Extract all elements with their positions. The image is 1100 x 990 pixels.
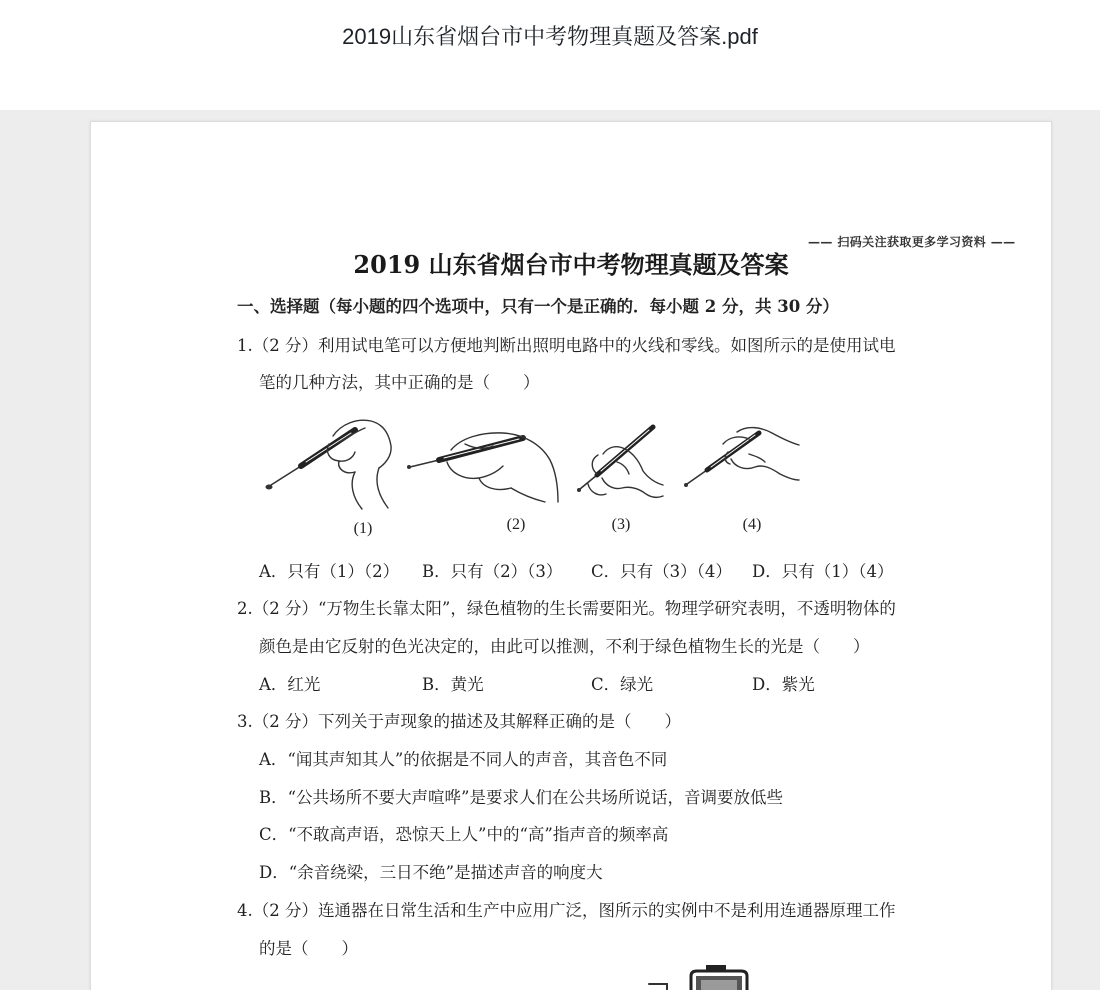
test-pen-grip-2-drawing bbox=[407, 433, 558, 502]
question-1-option-a: A．只有（1）（2） bbox=[259, 562, 400, 581]
question-3-option-b: B．“公共场所不要大声喧哗”是要求人们在公共场所说话，音调要放低些 bbox=[259, 788, 783, 807]
question-3-stem: 3.（2 分）下列关于声现象的描述及其解释正确的是（ ） bbox=[237, 712, 681, 731]
question-1-option-b: B．只有（2）（3） bbox=[422, 562, 563, 581]
question-4-figure-partial bbox=[631, 962, 761, 990]
figure-label-1: (1) bbox=[353, 520, 373, 537]
figure-label-3: (3) bbox=[611, 516, 631, 533]
question-4-stem-line-1: 4.（2 分）连通器在日常生活和生产中应用广泛，图所示的实例中不是利用连通器原理工作 bbox=[237, 901, 896, 920]
document-title: 2019 山东省烟台市中考物理真题及答案 bbox=[353, 250, 789, 279]
question-3-option-c: C．“不敢高声语，恐惊天上人”中的“高”指声音的频率高 bbox=[259, 825, 669, 844]
question-1-option-d: D．只有（1）（4） bbox=[752, 562, 894, 581]
question-2-option-b: B．黄光 bbox=[422, 675, 484, 694]
question-1-figure bbox=[261, 414, 801, 514]
figure-label-2: (2) bbox=[506, 516, 526, 533]
question-2-option-d: D．紫光 bbox=[752, 675, 815, 694]
question-2-option-c: C．绿光 bbox=[591, 675, 654, 694]
test-pen-grip-4-drawing bbox=[684, 428, 799, 487]
question-3-option-a: A．“闻其声知其人”的依据是不同人的声音，其音色不同 bbox=[259, 750, 668, 769]
test-pen-grip-3-drawing bbox=[577, 427, 663, 497]
viewer-header bbox=[0, 0, 1100, 110]
pdf-viewer-scroll-area[interactable] bbox=[0, 110, 1100, 990]
page-header-note: —— 扫码关注获取更多学习资料 —— bbox=[808, 235, 1016, 249]
section-heading: 一、选择题（每小题的四个选项中，只有一个是正确的．每小题 2 分，共 30 分） bbox=[237, 297, 839, 316]
test-pen-grip-1-drawing bbox=[266, 420, 392, 509]
question-1-stem-line-1: 1.（2 分）利用试电笔可以方便地判断出照明电路中的火线和零线。如图所示的是使用试电 bbox=[237, 336, 896, 355]
pdf-page bbox=[90, 121, 1052, 990]
question-3-option-d: D．“余音绕梁，三日不绝”是描述声音的响度大 bbox=[259, 863, 603, 882]
file-title: 2019山东省烟台市中考物理真题及答案.pdf bbox=[342, 24, 758, 49]
question-1-option-c: C．只有（3）（4） bbox=[591, 562, 732, 581]
figure-label-4: (4) bbox=[742, 516, 762, 533]
question-1-stem-line-2: 笔的几种方法，其中正确的是（ ） bbox=[259, 373, 540, 392]
question-2-stem-line-1: 2.（2 分）“万物生长靠太阳”，绿色植物的生长需要阳光。物理学研究表明，不透明物体的 bbox=[237, 599, 896, 618]
question-4-stem-line-2: 的是（ ） bbox=[259, 939, 358, 958]
question-2-option-a: A．红光 bbox=[259, 675, 321, 694]
question-2-stem-line-2: 颜色是由它反射的色光决定的，由此可以推测，不利于绿色植物生长的光是（ ） bbox=[259, 637, 870, 656]
